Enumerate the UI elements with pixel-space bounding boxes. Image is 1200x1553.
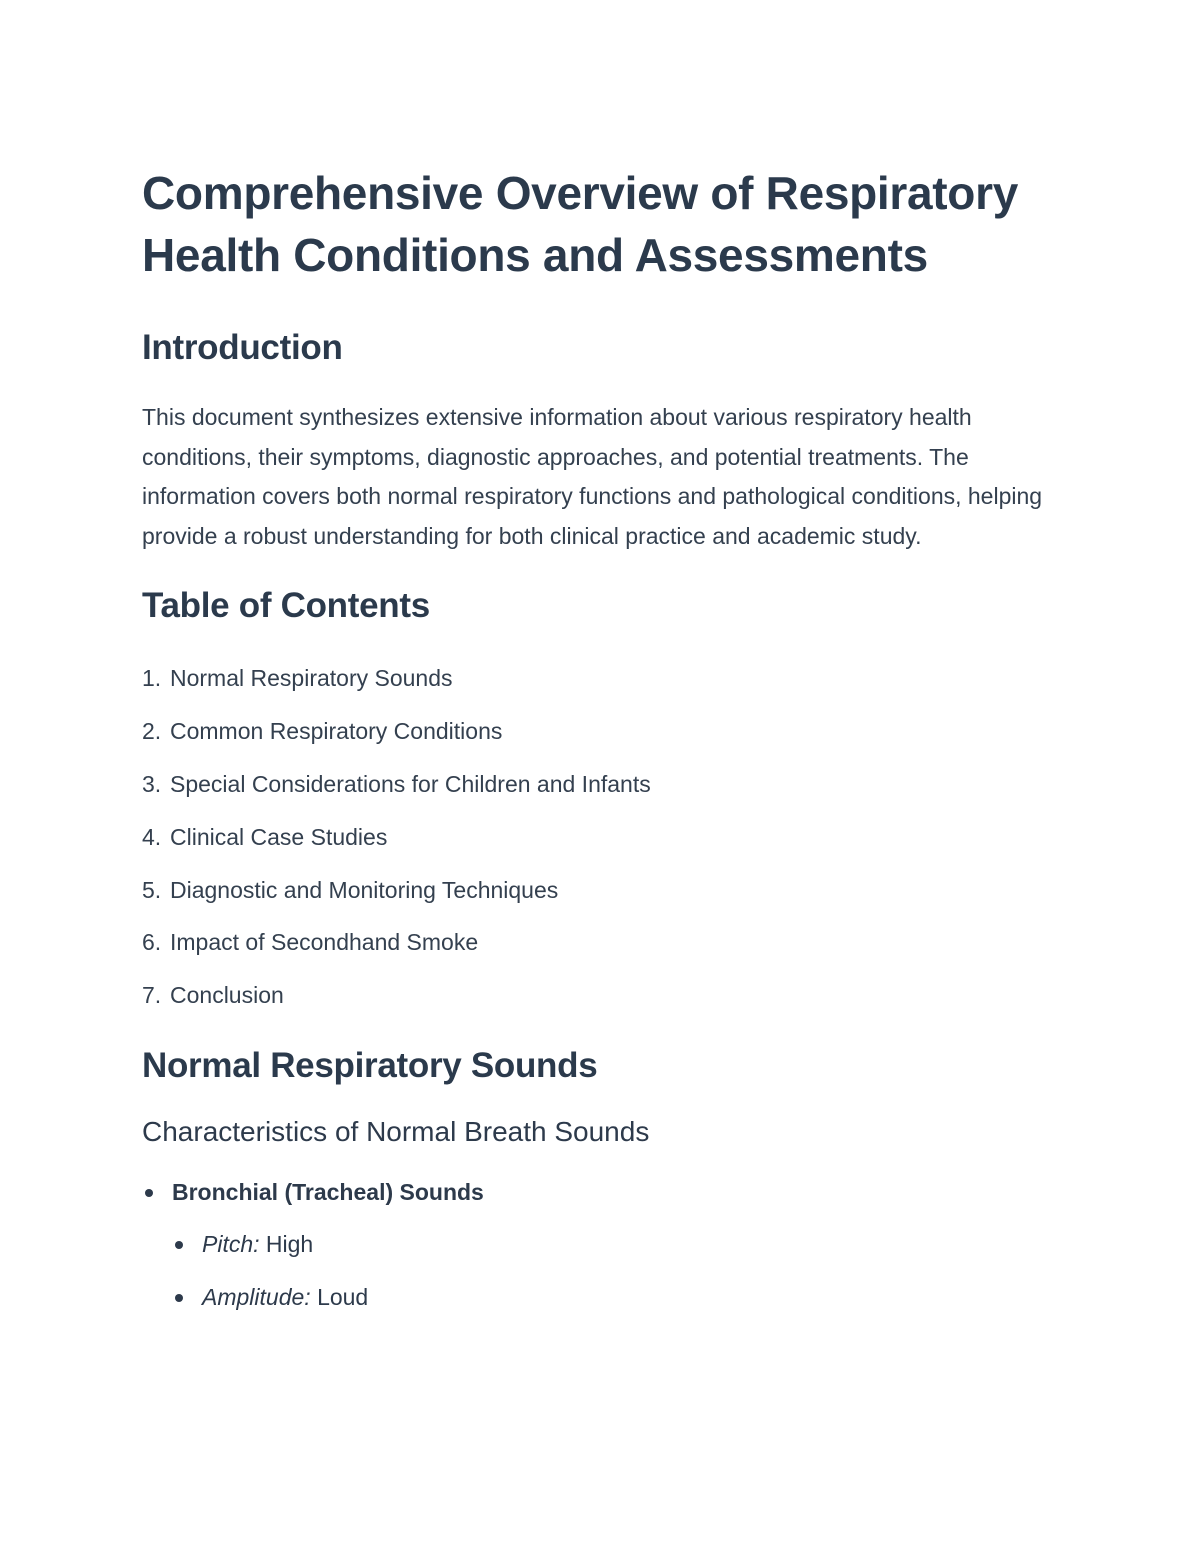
toc-item	[142, 652, 1062, 705]
breath-sounds-list	[142, 1166, 1062, 1324]
bullet-icon	[175, 1294, 183, 1302]
toc-item-label: Impact of Secondhand Smoke	[170, 929, 479, 956]
toc-item	[142, 811, 1062, 864]
toc-item	[142, 705, 1062, 758]
detail-value: High	[265, 1230, 314, 1257]
toc-heading: Table of Contents	[142, 586, 430, 626]
toc-item-label: Special Considerations for Children and Infants	[170, 770, 651, 797]
introduction-heading: Introduction	[142, 328, 343, 367]
sub-list-item	[172, 1218, 1062, 1271]
detail-key: Pitch:	[202, 1230, 260, 1257]
list-item	[142, 1166, 1062, 1324]
toc-item-number: 5.	[142, 876, 162, 903]
toc-item	[142, 916, 1062, 969]
toc-item-number: 1.	[142, 665, 162, 692]
bullet-icon	[145, 1189, 153, 1197]
subsection-heading-characteristics: Characteristics of Normal Breath Sounds	[142, 1115, 650, 1147]
toc-item	[142, 969, 1062, 1022]
toc-item-number: 3.	[142, 770, 162, 797]
document-page	[142, 162, 1062, 1324]
toc-item-label: Diagnostic and Monitoring Techniques	[170, 876, 559, 903]
toc-item	[142, 758, 1062, 811]
sub-list	[172, 1218, 1062, 1324]
detail-key: Amplitude:	[202, 1283, 311, 1310]
toc-item-number: 4.	[142, 823, 162, 850]
bullet-icon	[175, 1241, 183, 1249]
toc-item-number: 2.	[142, 718, 162, 745]
list-item-label: Bronchial (Tracheal) Sounds	[172, 1178, 484, 1205]
toc-item-label: Conclusion	[170, 982, 284, 1009]
sub-list-item	[172, 1271, 1062, 1324]
table-of-contents	[142, 652, 1062, 1022]
toc-item	[142, 864, 1062, 917]
document-title: Comprehensive Overview of Respiratory Health Conditions and Assessments	[142, 167, 1018, 281]
section-heading-normal-sounds: Normal Respiratory Sounds	[142, 1045, 598, 1085]
toc-item-label: Normal Respiratory Sounds	[170, 665, 453, 692]
toc-item-number: 6.	[142, 929, 162, 956]
toc-item-number: 7.	[142, 982, 162, 1009]
toc-item-label: Clinical Case Studies	[170, 823, 388, 850]
toc-item-label: Common Respiratory Conditions	[170, 718, 503, 745]
detail-value: Loud	[317, 1283, 369, 1310]
introduction-paragraph: This document synthesizes extensive information about various respiratory health conditions, their symptoms, diagnostic approaches, and potential treatments. The information covers both normal respiratory functions and pathological conditions, helping provide a robust understanding for both clinical practice and academic study.	[142, 404, 1043, 549]
